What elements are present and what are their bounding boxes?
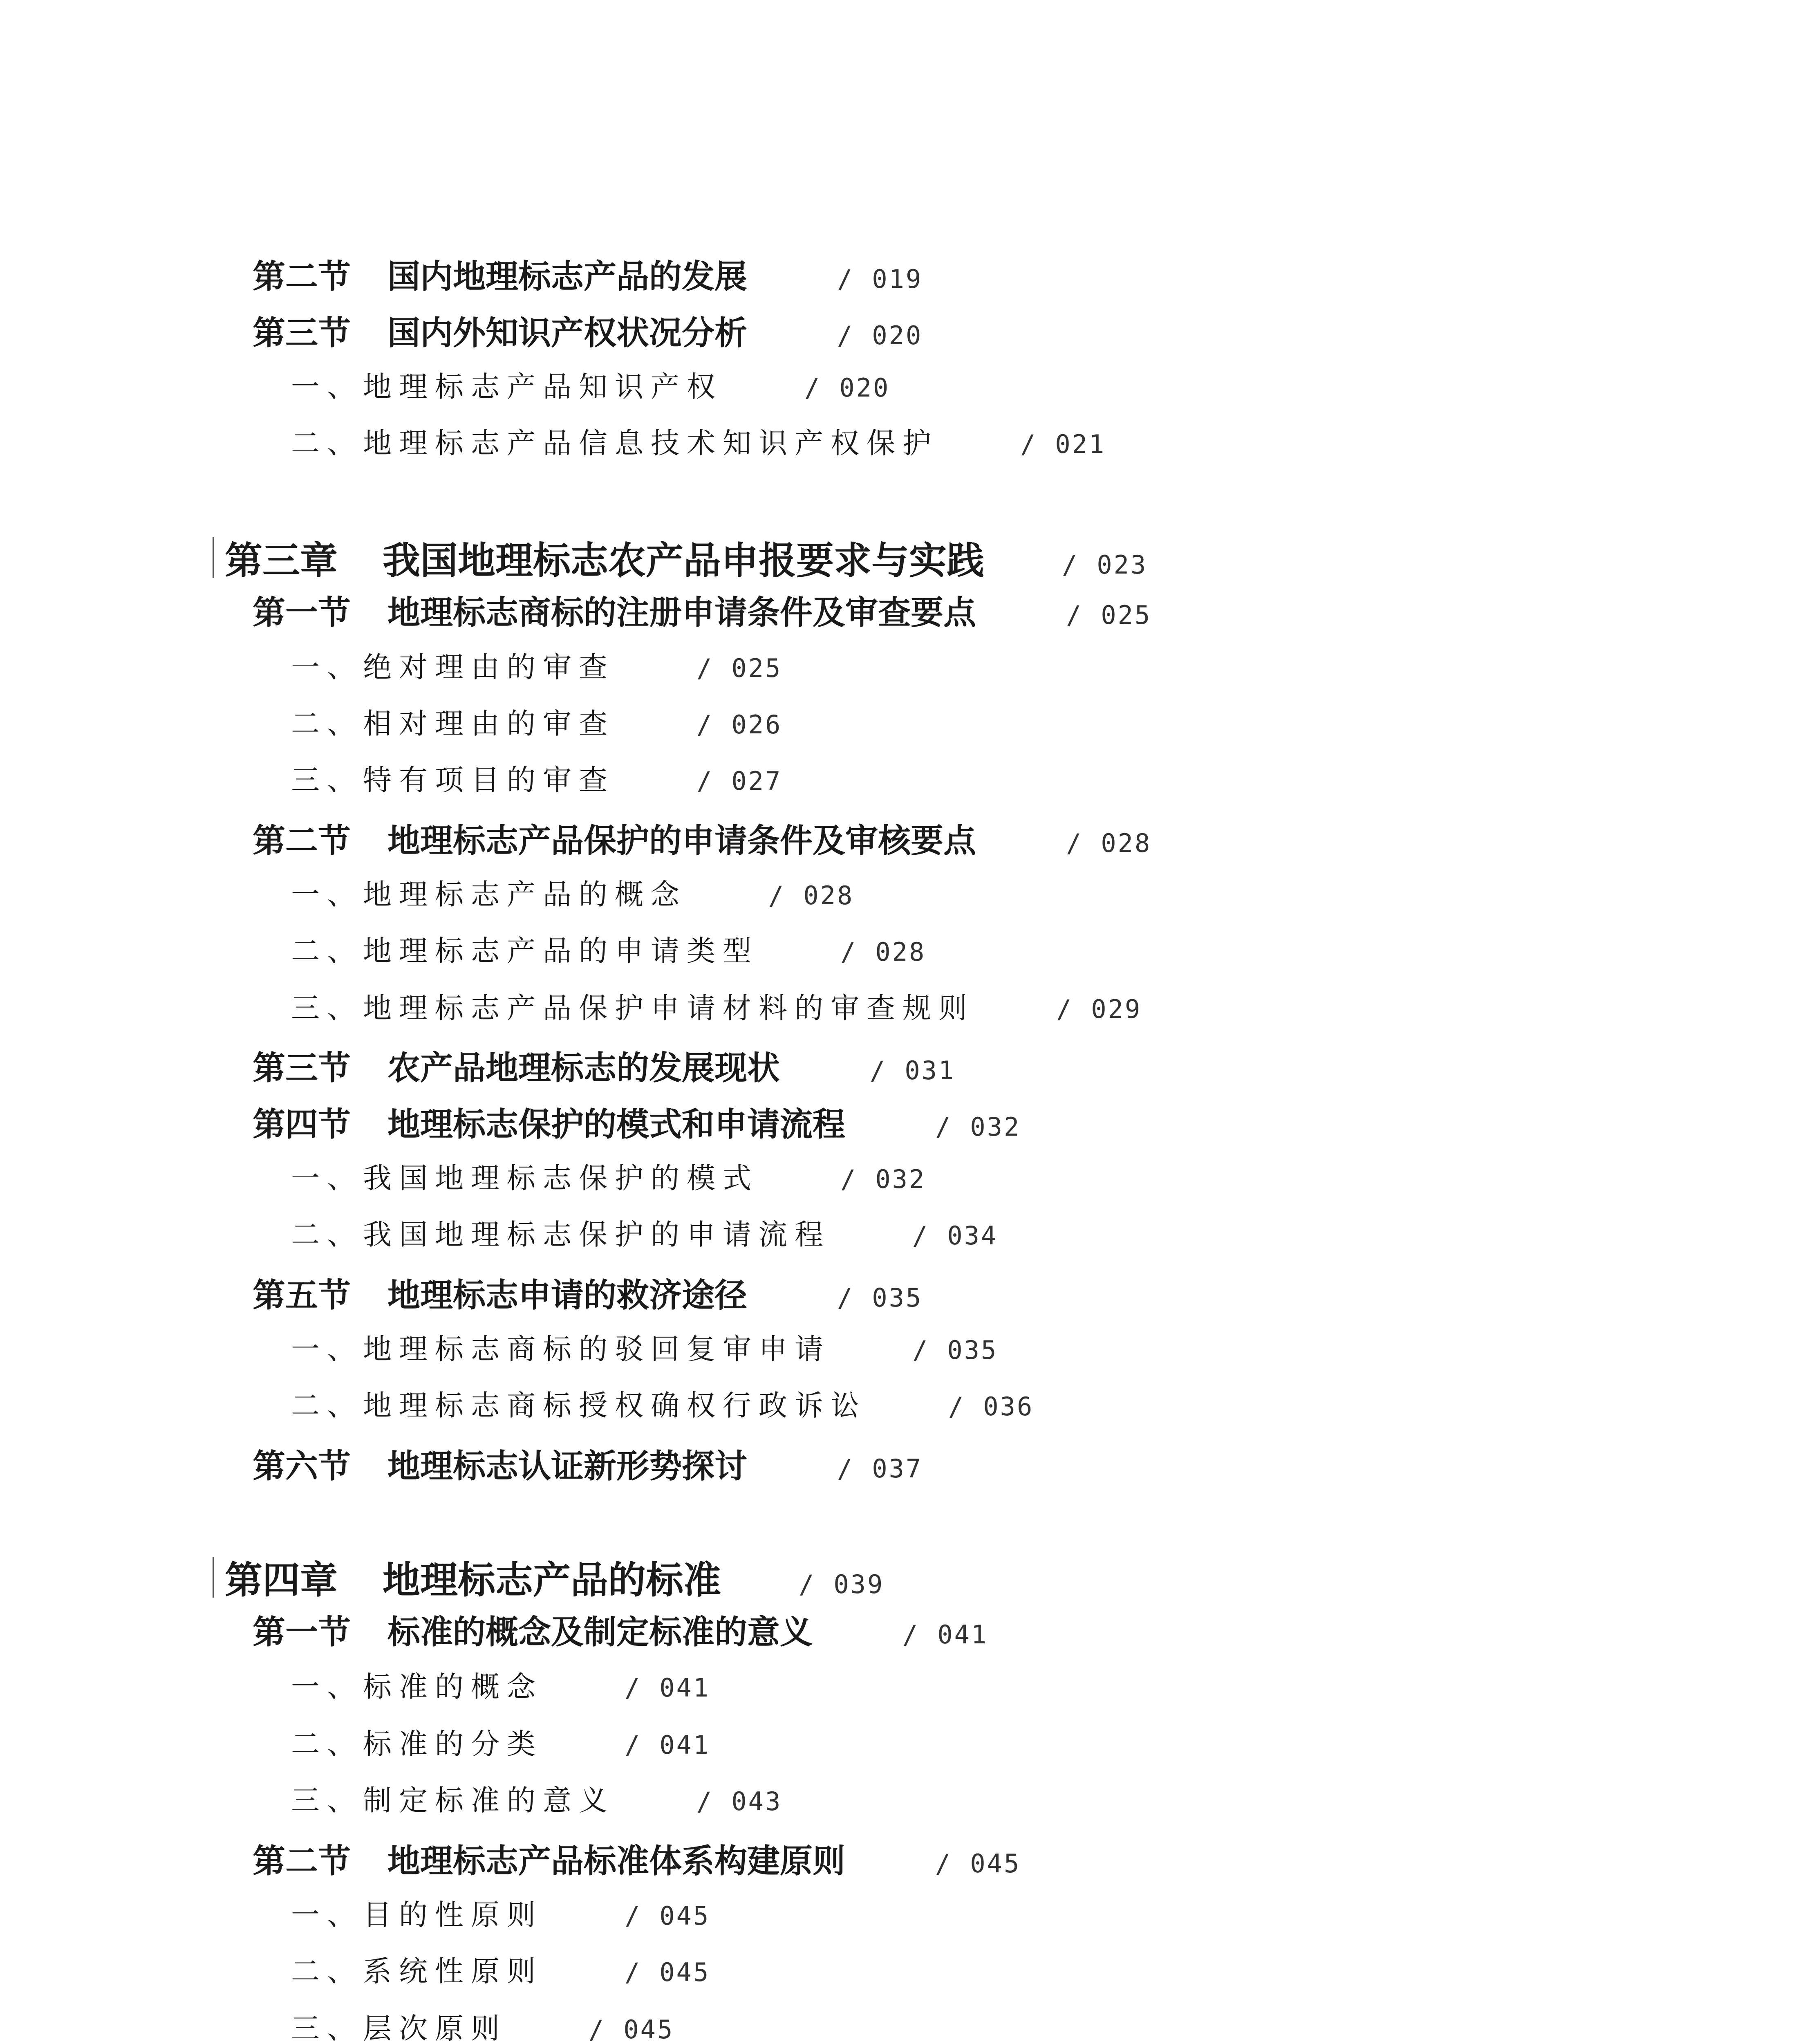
toc-page-number: 045 xyxy=(659,1901,710,1931)
toc-page-ref xyxy=(912,1335,998,1365)
toc-page-number: 045 xyxy=(970,1849,1021,1878)
toc-number: 第三节 xyxy=(253,314,351,352)
toc-item-row[interactable] xyxy=(291,420,1106,462)
toc-section-row[interactable] xyxy=(253,586,1151,633)
toc-number: 一、 xyxy=(291,650,363,684)
toc-title: 标准的概念及制定标准的意义 xyxy=(387,1613,813,1651)
toc-slash: / xyxy=(1066,828,1082,858)
toc-title: 绝对理由的审查 xyxy=(363,650,615,684)
toc-page-ref xyxy=(912,1221,998,1251)
toc-page-ref xyxy=(696,653,782,683)
toc-item-row[interactable] xyxy=(291,1892,710,1933)
toc-slash: / xyxy=(948,1392,964,1421)
toc-title: 地理标志商标的注册申请条件及审查要点 xyxy=(387,593,976,632)
toc-page-number: 027 xyxy=(731,766,782,796)
toc-slash: / xyxy=(589,2015,604,2044)
toc-title: 层次原则 xyxy=(363,2012,507,2044)
toc-number: 第五节 xyxy=(253,1276,351,1314)
toc-number: 第三节 xyxy=(253,1049,351,1087)
toc-page-number: 045 xyxy=(659,1957,710,1987)
toc-slash: / xyxy=(768,881,784,910)
toc-page-ref xyxy=(837,320,923,350)
toc-page-number: 021 xyxy=(1055,429,1106,459)
toc-page-number: 034 xyxy=(947,1221,998,1251)
toc-number: 第二节 xyxy=(253,821,351,860)
toc-number: 二、 xyxy=(291,934,363,968)
toc-page-ref xyxy=(935,1112,1021,1142)
toc-title: 地理标志产品保护申请材料的审查规则 xyxy=(363,991,974,1025)
toc-chapter-row[interactable] xyxy=(213,1550,884,1604)
toc-item-row[interactable] xyxy=(291,2006,674,2044)
toc-slash: / xyxy=(902,1620,918,1650)
toc-number: 一、 xyxy=(291,1670,363,1703)
toc-title: 地理标志申请的救济途径 xyxy=(387,1276,747,1314)
toc-number: 二、 xyxy=(291,1389,363,1422)
toc-item-row[interactable] xyxy=(291,985,1142,1026)
toc-page-number: 041 xyxy=(659,1730,710,1760)
toc-section-row[interactable] xyxy=(253,1042,955,1089)
toc-title: 地理标志产品保护的申请条件及审核要点 xyxy=(387,821,976,860)
toc-slash: / xyxy=(799,1569,814,1599)
toc-slash: / xyxy=(1020,429,1036,459)
toc-number: 第一节 xyxy=(253,1613,351,1651)
toc-slash: / xyxy=(625,1730,640,1760)
toc-page-ref xyxy=(625,1673,710,1703)
toc-item-row[interactable] xyxy=(291,1948,710,1990)
toc-section-row[interactable] xyxy=(253,1440,923,1487)
toc-item-row[interactable] xyxy=(291,1212,998,1253)
toc-page-ref xyxy=(935,1849,1021,1878)
toc-title: 地理标志产品标准体系构建原则 xyxy=(387,1842,845,1880)
toc-item-row[interactable] xyxy=(291,928,926,969)
toc-title: 地理标志产品信息技术知识产权保护 xyxy=(363,426,938,460)
toc-page-number: 035 xyxy=(872,1283,923,1313)
toc-slash: / xyxy=(837,1283,853,1313)
toc-page-ref xyxy=(768,881,854,910)
toc-slash: / xyxy=(696,653,712,683)
toc-section-row[interactable] xyxy=(253,814,1151,861)
toc-number: 一、 xyxy=(291,370,363,403)
toc-slash: / xyxy=(912,1335,928,1365)
toc-slash: / xyxy=(1066,600,1082,630)
toc-page-number: 041 xyxy=(659,1673,710,1703)
toc-page-ref xyxy=(837,1283,923,1313)
toc-page-number: 041 xyxy=(937,1620,988,1650)
toc-number: 二、 xyxy=(291,707,363,740)
toc-page-number: 019 xyxy=(872,264,923,294)
chapter-marker-bar xyxy=(213,537,214,578)
toc-number: 二、 xyxy=(291,1218,363,1251)
toc-number: 第四节 xyxy=(253,1105,351,1143)
toc-item-row[interactable] xyxy=(291,1777,782,1819)
toc-item-row[interactable] xyxy=(291,1326,998,1367)
toc-page-number: 028 xyxy=(875,937,926,967)
toc-page-number: 045 xyxy=(623,2015,674,2044)
toc-page-number: 031 xyxy=(905,1056,956,1085)
toc-title: 地理标志商标授权确权行政诉讼 xyxy=(363,1389,867,1422)
toc-page-number: 032 xyxy=(970,1112,1021,1142)
toc-item-row[interactable] xyxy=(291,872,854,913)
toc-title: 国内地理标志产品的发展 xyxy=(387,257,747,296)
toc-page-ref xyxy=(696,766,782,796)
toc-page-number: 043 xyxy=(731,1786,782,1816)
toc-title: 地理标志产品的概念 xyxy=(363,878,687,911)
toc-item-row[interactable] xyxy=(291,364,890,405)
toc-title: 我国地理标志农产品申报要求与实践 xyxy=(383,538,985,583)
toc-title: 标准的概念 xyxy=(363,1670,543,1703)
toc-page-ref xyxy=(840,1164,926,1194)
toc-section-row[interactable] xyxy=(253,1606,988,1653)
toc-title: 系统性原则 xyxy=(363,1954,543,1988)
toc-slash: / xyxy=(837,264,853,294)
toc-title: 国内外知识产权状况分析 xyxy=(387,314,747,352)
toc-page-ref xyxy=(902,1620,988,1650)
toc-slash: / xyxy=(840,937,856,967)
toc-page-ref xyxy=(1056,994,1142,1024)
toc-title: 地理标志保护的模式和申请流程 xyxy=(387,1105,845,1143)
toc-page-number: 023 xyxy=(1097,550,1148,580)
toc-section-row[interactable] xyxy=(253,1098,1021,1145)
toc-title: 标准的分类 xyxy=(363,1727,543,1761)
toc-page-ref xyxy=(948,1392,1034,1421)
toc-title: 目的性原则 xyxy=(363,1898,543,1932)
toc-page-number: 036 xyxy=(983,1392,1034,1421)
toc-page-number: 025 xyxy=(731,653,782,683)
toc-item-row[interactable] xyxy=(291,1383,1034,1424)
toc-title: 地理标志认证新形势探讨 xyxy=(387,1447,747,1485)
toc-number: 一、 xyxy=(291,1332,363,1366)
toc-slash: / xyxy=(912,1221,928,1251)
toc-number: 三、 xyxy=(291,991,363,1025)
toc-item-row[interactable] xyxy=(291,1664,710,1705)
toc-slash: / xyxy=(837,320,853,350)
toc-slash: / xyxy=(625,1957,640,1987)
toc-title: 地理标志产品的标准 xyxy=(383,1558,721,1602)
toc-page-number: 037 xyxy=(872,1454,923,1484)
toc-number: 一、 xyxy=(291,1161,363,1195)
toc-page-ref xyxy=(1020,429,1106,459)
toc-title: 我国地理标志保护的申请流程 xyxy=(363,1218,831,1251)
toc-number: 二、 xyxy=(291,426,363,460)
toc-item-row[interactable] xyxy=(291,1721,710,1762)
toc-page-ref xyxy=(804,373,890,403)
toc-page-ref xyxy=(625,1957,710,1987)
toc-item-row[interactable] xyxy=(291,701,782,742)
toc-slash: / xyxy=(625,1673,640,1703)
toc-page-ref xyxy=(696,710,782,740)
chapter-marker-bar xyxy=(213,1557,214,1598)
toc-number: 第三章 xyxy=(225,538,338,583)
toc-title: 特有项目的审查 xyxy=(363,763,615,797)
toc-number: 三、 xyxy=(291,1784,363,1817)
toc-page-ref xyxy=(799,1569,884,1599)
toc-number: 一、 xyxy=(291,1898,363,1932)
toc-number: 第二节 xyxy=(253,257,351,296)
toc-number: 三、 xyxy=(291,763,363,797)
toc-page-number: 020 xyxy=(839,373,890,403)
toc-page-number: 020 xyxy=(872,320,923,350)
toc-page-ref xyxy=(625,1730,710,1760)
toc-section-row[interactable] xyxy=(253,250,923,297)
toc-section-row[interactable] xyxy=(253,307,923,354)
toc-page-ref xyxy=(1066,828,1151,858)
toc-page-number: 026 xyxy=(731,710,782,740)
toc-number: 第一节 xyxy=(253,593,351,632)
toc-page-number: 028 xyxy=(803,881,854,910)
toc-page-number: 032 xyxy=(875,1164,926,1194)
toc-page-ref xyxy=(1066,600,1151,630)
toc-slash: / xyxy=(870,1056,885,1085)
toc-page-ref xyxy=(870,1056,955,1085)
toc-page-number: 028 xyxy=(1101,828,1152,858)
toc-item-row[interactable] xyxy=(291,757,782,798)
toc-number: 三、 xyxy=(291,2012,363,2044)
toc-section-row[interactable] xyxy=(253,1269,923,1316)
toc-page-ref xyxy=(589,2015,674,2044)
toc-slash: / xyxy=(840,1164,856,1194)
toc-number: 第二节 xyxy=(253,1842,351,1880)
toc-page-ref xyxy=(837,264,923,294)
toc-page-ref xyxy=(840,937,926,967)
toc-item-row[interactable] xyxy=(291,644,782,686)
toc-page-ref xyxy=(837,1454,923,1484)
toc-item-row[interactable] xyxy=(291,1155,926,1197)
toc-chapter-row[interactable] xyxy=(213,531,1147,585)
toc-slash: / xyxy=(1056,994,1072,1024)
toc-number: 第六节 xyxy=(253,1447,351,1485)
toc-title: 地理标志产品的申请类型 xyxy=(363,934,759,968)
toc-title: 相对理由的审查 xyxy=(363,707,615,740)
toc-slash: / xyxy=(696,1786,712,1816)
toc-page-ref xyxy=(696,1786,782,1816)
toc-number: 二、 xyxy=(291,1954,363,1988)
toc-slash: / xyxy=(625,1901,640,1931)
toc-slash: / xyxy=(696,710,712,740)
toc-slash: / xyxy=(935,1849,951,1878)
toc-number: 一、 xyxy=(291,878,363,911)
toc-title: 我国地理标志保护的模式 xyxy=(363,1161,759,1195)
toc-slash: / xyxy=(1062,550,1077,580)
toc-slash: / xyxy=(935,1112,951,1142)
toc-number: 二、 xyxy=(291,1727,363,1761)
toc-slash: / xyxy=(804,373,820,403)
toc-page-ref xyxy=(625,1901,710,1931)
toc-slash: / xyxy=(696,766,712,796)
toc-number: 第四章 xyxy=(225,1558,338,1602)
toc-section-row[interactable] xyxy=(253,1835,1021,1882)
toc-page-number: 039 xyxy=(833,1569,885,1599)
toc-page-ref xyxy=(1062,550,1147,580)
toc-title: 制定标准的意义 xyxy=(363,1784,615,1817)
toc-page-number: 029 xyxy=(1091,994,1142,1024)
toc-page-number: 035 xyxy=(947,1335,998,1365)
toc-title: 农产品地理标志的发展现状 xyxy=(387,1049,780,1087)
toc-title: 地理标志产品知识产权 xyxy=(363,370,723,403)
toc-page-number: 025 xyxy=(1101,600,1152,630)
toc-title: 地理标志商标的驳回复审申请 xyxy=(363,1332,831,1366)
toc-slash: / xyxy=(837,1454,853,1484)
